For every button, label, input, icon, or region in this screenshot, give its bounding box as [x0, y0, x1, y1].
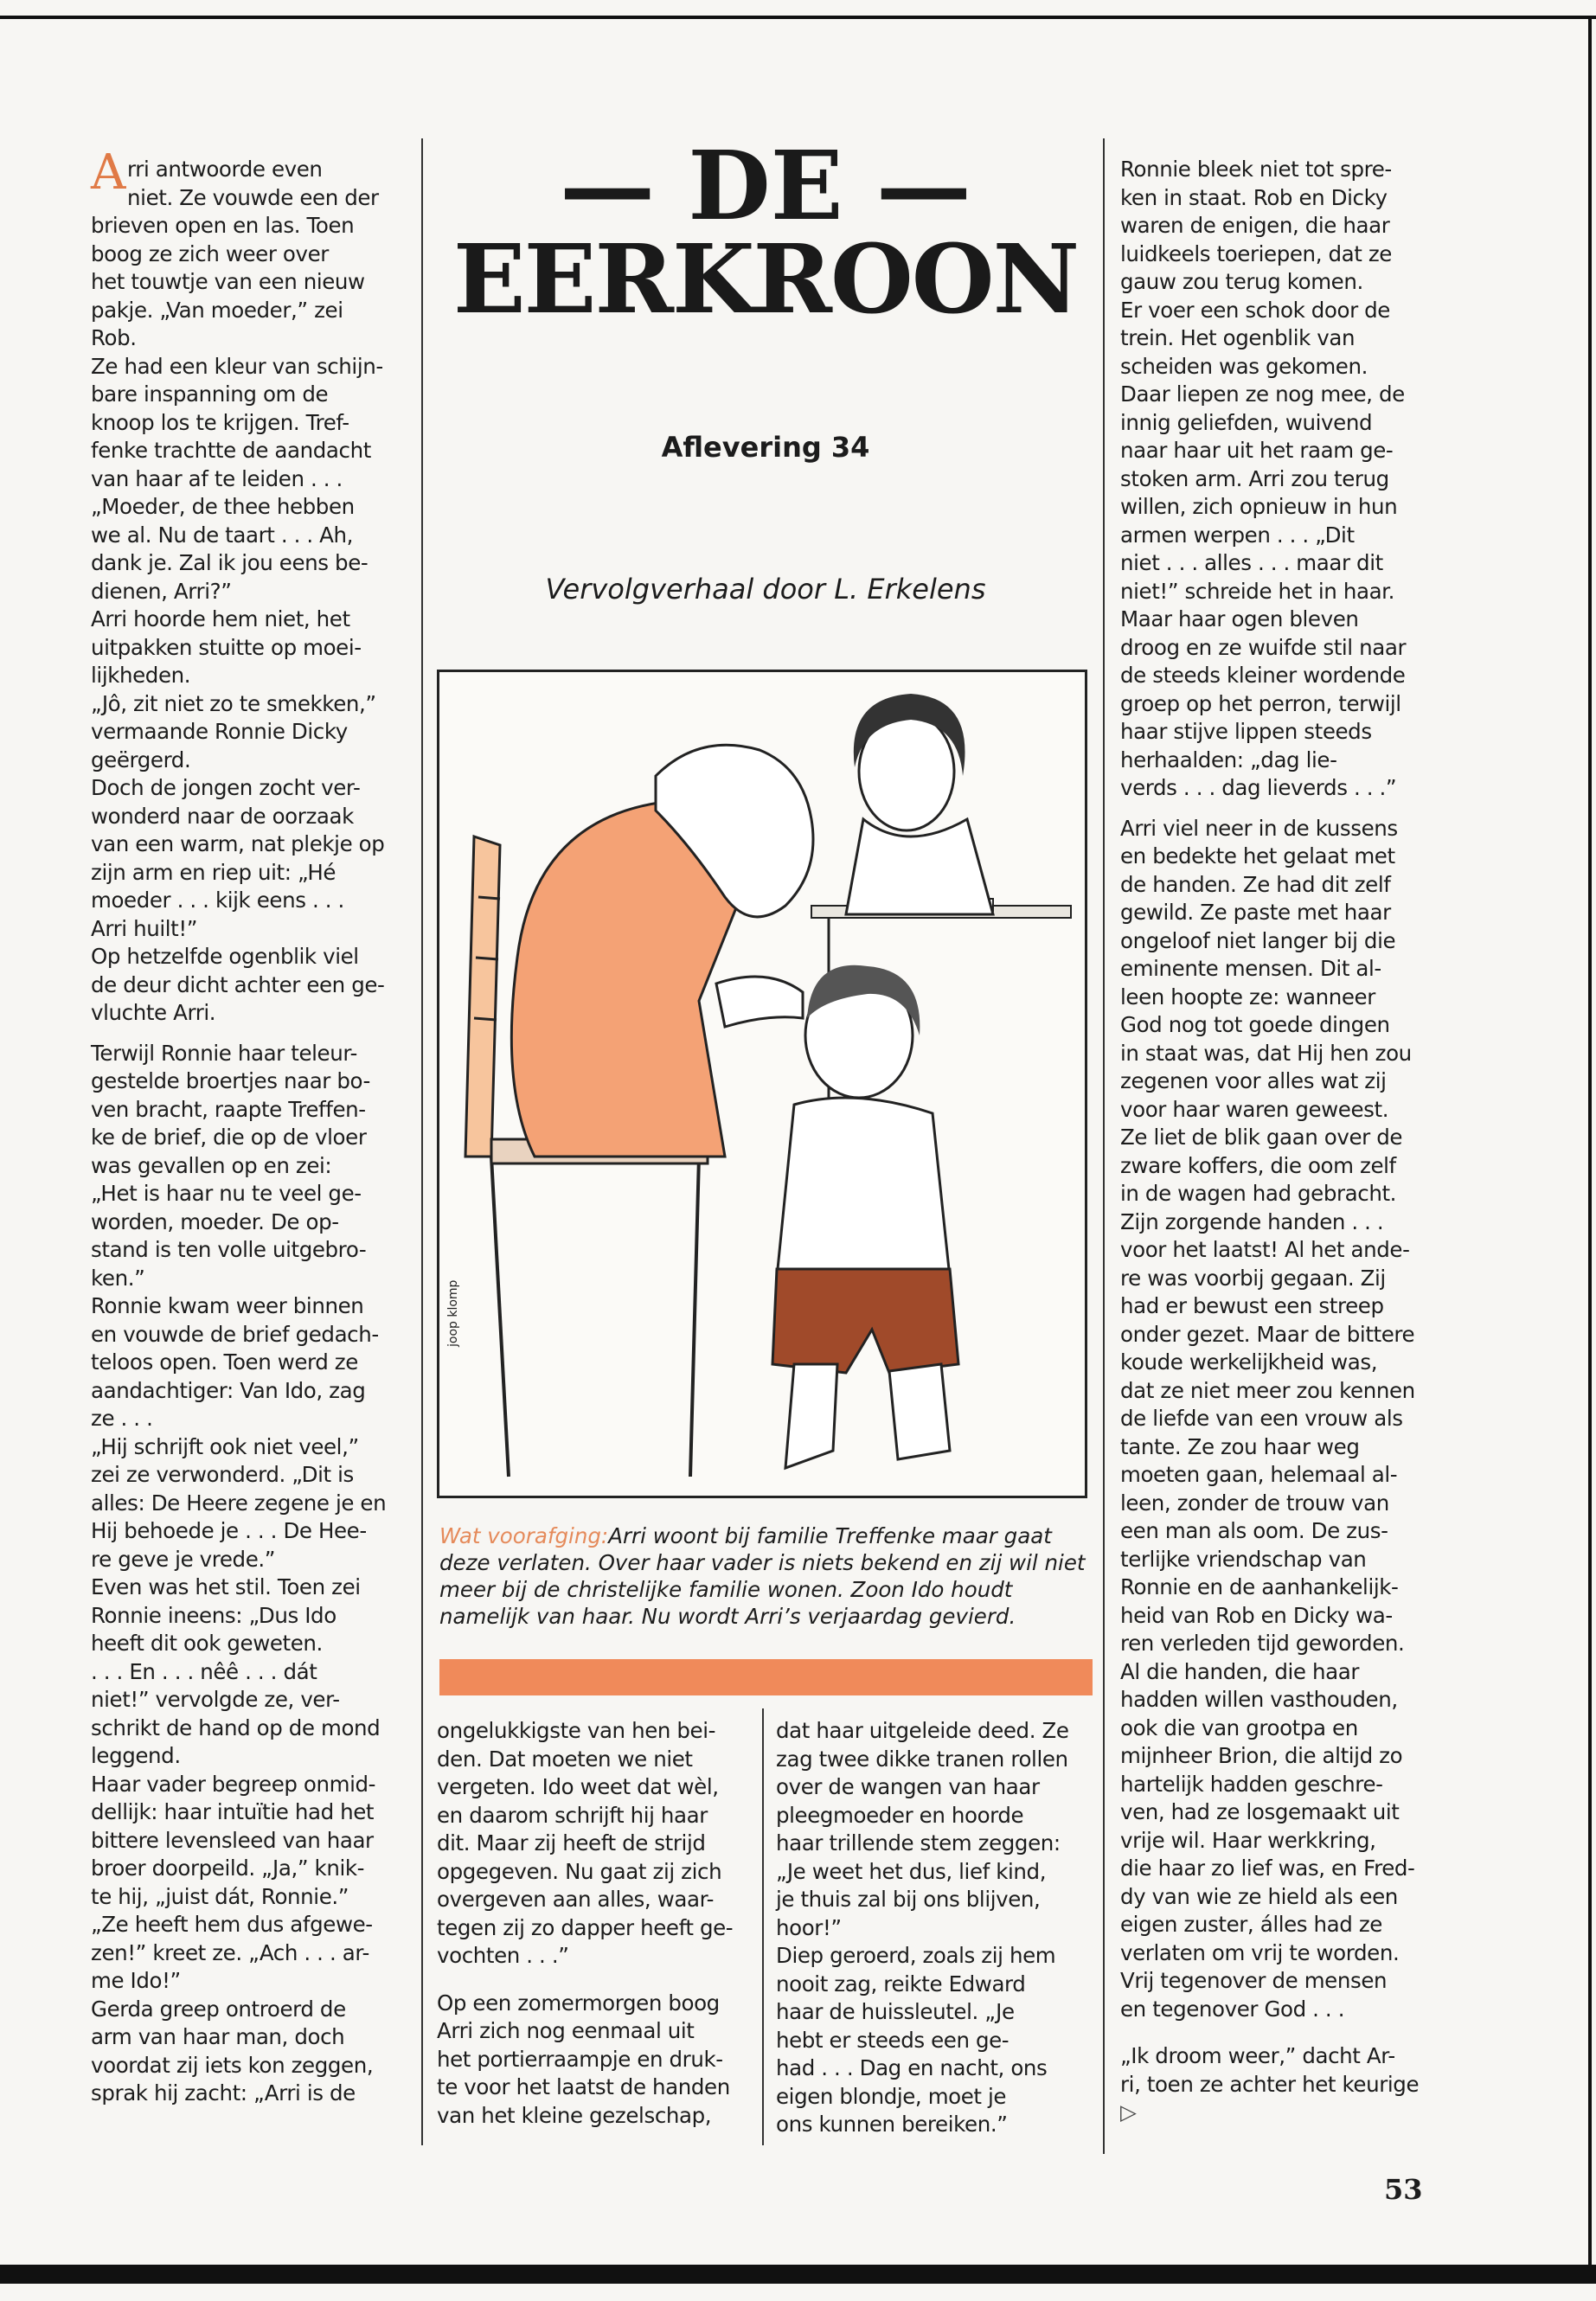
text-line: voor het laatst! Al het ande-	[1120, 1237, 1410, 1262]
summary-label: Wat voorafging:	[439, 1523, 609, 1548]
girl-body	[846, 819, 993, 914]
text-line: Arri zich nog eenmaal uit	[437, 2018, 695, 2043]
article-column-1	[91, 144, 409, 2120]
text-line: van haar af te leiden . . .	[91, 465, 343, 491]
paragraph	[91, 1040, 409, 2108]
paragraph	[437, 1717, 750, 1971]
text-line: overgeven aan alles, waar-	[437, 1887, 715, 1912]
text-line: ken in staat. Rob en Dicky	[1120, 184, 1388, 210]
text-line: gewild. Ze paste met haar	[1120, 900, 1391, 925]
text-line: en bedekte het gelaat met	[1120, 843, 1395, 868]
text-line: „Hij schrijft ook niet veel,”	[91, 1433, 359, 1459]
text-line: de deur dicht achter een ge-	[91, 971, 385, 997]
text-line: „Ik droom weer,” dacht Ar-	[1120, 2043, 1395, 2068]
text-line: gestelde broertjes naar bo-	[91, 1068, 371, 1093]
column-rule-right	[1103, 138, 1105, 2154]
text-line: dank je. Zal ik jou eens be-	[91, 550, 369, 575]
text-line: leggend.	[91, 1743, 181, 1768]
text-line: vochten . . .”	[437, 1943, 569, 1968]
text-line: Diep geroerd, zoals zij hem	[776, 1943, 1056, 1968]
text-line: groep op het perron, terwijl	[1120, 690, 1401, 716]
text-line: je thuis zal bij ons blijven,	[776, 1887, 1041, 1912]
text-line: en vouwde de brief gedach-	[91, 1321, 379, 1347]
text-line: niet!” vervolgde ze, ver-	[91, 1687, 340, 1712]
text-line: Even was het stil. Toen zei	[91, 1574, 361, 1599]
column-rule-middle	[762, 1708, 764, 2145]
text-line: lijkheden.	[91, 663, 191, 688]
text-line: zegenen voor alles wat zij	[1120, 1068, 1387, 1093]
text-line: dellijk: haar intuïtie had het	[91, 1799, 375, 1824]
text-line: Op hetzelfde ogenblik viel	[91, 944, 359, 969]
mother-hands	[716, 977, 803, 1027]
text-line: arm van haar man, doch	[91, 2024, 345, 2049]
text-line: alles: De Heere zegene je en	[91, 1490, 387, 1516]
text-line: droog en ze wuifde stil naar	[1120, 634, 1407, 660]
paragraph	[1120, 2042, 1449, 2127]
text-line: scheiden was gekomen.	[1120, 353, 1368, 379]
text-line: me Ido!”	[91, 1968, 181, 1993]
text-line: van een warm, nat plekje op	[91, 831, 385, 856]
text-line: „Jô, zit niet zo te smekken,”	[91, 690, 376, 716]
text-line: hadden willen vasthouden,	[1120, 1687, 1398, 1712]
chair-slat	[478, 897, 500, 899]
text-line: ken.”	[91, 1265, 145, 1291]
text-line: hoor!”	[776, 1914, 842, 1940]
text-line: we al. Nu de taart . . . Ah,	[91, 522, 354, 548]
text-line: de handen. Ze had dit zelf	[1120, 871, 1391, 897]
text-line: dat ze niet meer zou kennen	[1120, 1377, 1415, 1403]
text-line: dienen, Arri?”	[91, 578, 232, 604]
text-line: moeder . . . kijk eens . . .	[91, 888, 344, 913]
text-line: zag twee dikke tranen rollen	[776, 1746, 1068, 1772]
text-line: Ronnie ineens: „Dus Ido	[91, 1602, 337, 1628]
text-line: had . . . Dag en nacht, ons	[776, 2055, 1048, 2080]
episode-label: Aflevering 34	[661, 431, 870, 464]
article-column-4	[1120, 156, 1449, 2139]
text-line: niet . . . alles . . . maar dit	[1120, 550, 1383, 575]
article-title-line2: EERKROON	[452, 223, 1079, 335]
text-line: eminente mensen. Dit al-	[1120, 956, 1381, 981]
boy-leg	[889, 1364, 950, 1459]
text-line: pakje. „Van moeder,” zei	[91, 297, 343, 323]
text-line: ke de brief, die op de vloer	[91, 1125, 367, 1150]
text-line: ons kunnen bereiken.”	[776, 2112, 1008, 2137]
text-line: in de wagen had gebracht.	[1120, 1181, 1397, 1206]
text-line: verlaten om vrij te worden.	[1120, 1939, 1400, 1965]
text-line: wonderd naar de oorzaak	[91, 803, 354, 829]
page-border-top	[0, 16, 1596, 19]
text-line: pleegmoeder en hoorde	[776, 1802, 1024, 1828]
text-line: waren de enigen, die haar	[1120, 213, 1390, 238]
text-line: Ronnie en de aanhankelijk-	[1120, 1574, 1399, 1599]
text-line: Haar vader begreep onmid-	[91, 1771, 376, 1797]
text-line: „Ze heeft hem dus afgewe-	[91, 1912, 373, 1937]
text-line: had er bewust een streep	[1120, 1293, 1384, 1318]
text-line: ook die van grootpa en	[1120, 1715, 1358, 1740]
text-line: sprak hij zacht: „Arri is de	[91, 2080, 356, 2106]
text-line: willen, zich opnieuw in hun	[1120, 494, 1398, 519]
text-line: stand is ten volle uitgebro-	[91, 1237, 367, 1262]
text-line: tante. Ze zou haar weg	[1120, 1433, 1360, 1459]
text-line: te hij, „juist dát, Ronnie.”	[91, 1883, 349, 1909]
boy-shirt	[777, 1098, 950, 1278]
text-line: zijn arm en riep uit: „Hé	[91, 859, 337, 885]
text-line: ven bracht, raapte Treffen-	[91, 1096, 366, 1122]
text-line: hartelijk hadden geschre-	[1120, 1771, 1383, 1797]
text-line: Er voer een schok door de	[1120, 297, 1390, 323]
illustration-drawing	[439, 672, 1085, 1496]
text-line: ongelukkigste van hen bei-	[437, 1718, 716, 1743]
text-line: Op een zomermorgen boog	[437, 1990, 720, 2016]
chair-leg	[491, 1157, 509, 1477]
text-line: onder gezet. Maar de bittere	[1120, 1321, 1415, 1347]
text-line: Ronnie bleek niet tot spre-	[1120, 157, 1392, 182]
chair-leg	[690, 1157, 699, 1477]
text-line: „Het is haar nu te veel ge-	[91, 1181, 362, 1206]
text-line: een man als oom. De zus-	[1120, 1518, 1388, 1543]
text-line: bittere levensleed van haar	[91, 1827, 374, 1853]
summary-text: Arri woont bij familie Treffenke maar gaat deze verlaten. Over haar vader is niets bekend en zij wil niet meer bij de christelijke familie wonen. Zoon Ido houdt namelijk van haar. Nu wordt Arri’s verjaardag gevierd.	[439, 1523, 1086, 1629]
text-line: Doch de jongen zocht ver-	[91, 775, 361, 800]
text-line: en tegenover God . . .	[1120, 1996, 1345, 2022]
text-line: haar trillende stem zeggen:	[776, 1830, 1061, 1856]
text-line: innig geliefden, wuivend	[1120, 409, 1373, 435]
text-line: re geve je vrede.”	[91, 1546, 276, 1572]
text-line: rri antwoorde even	[127, 157, 323, 182]
text-line: broer doorpeild. „Ja,” knik-	[91, 1856, 365, 1881]
text-line: te voor het laatst de handen	[437, 2074, 730, 2099]
chair-slat	[474, 1018, 497, 1020]
story-illustration	[437, 670, 1087, 1498]
text-line: „Moeder, de thee hebben	[91, 494, 355, 519]
text-line: Arri hoorde hem niet, het	[91, 606, 350, 631]
text-line: fenke trachtte de aandacht	[91, 438, 371, 463]
text-line: herhaalden: „dag lie-	[1120, 747, 1337, 772]
text-line: het touwtje van een nieuw	[91, 269, 365, 294]
text-line: voordat zij iets kon zeggen,	[91, 2052, 374, 2078]
text-line: schrikt de hand op de mond	[91, 1715, 381, 1740]
text-line: boog ze zich weer over	[91, 240, 329, 266]
text-line: nooit zag, reikte Edward	[776, 1971, 1026, 1997]
text-line: die haar zo lief was, en Fred-	[1120, 1856, 1415, 1881]
text-line: vluchte Arri.	[91, 1000, 216, 1025]
text-line: niet. Ze vouwde een der	[127, 184, 379, 210]
text-line: vergeten. Ido weet dat wèl,	[437, 1774, 719, 1799]
byline: Vervolgverhaal door L. Erkelens	[545, 573, 986, 606]
text-line: ze . . .	[91, 1406, 153, 1431]
text-line: Ronnie kwam weer binnen	[91, 1293, 364, 1318]
paragraph	[1120, 156, 1449, 803]
orange-divider-bar	[439, 1659, 1093, 1695]
article-title-line1: — DE —	[560, 130, 971, 241]
drop-cap: A	[91, 144, 126, 201]
text-line: voor haar waren geweest.	[1120, 1096, 1389, 1122]
text-line: aandachtiger: Van Ido, zag	[91, 1377, 366, 1403]
text-line: hebt er steeds een ge-	[776, 2027, 1010, 2053]
text-line: bare inspanning om de	[91, 381, 329, 407]
text-line: luidkeels toeriepen, dat ze	[1120, 240, 1392, 266]
text-line: was gevallen op en zei:	[91, 1152, 332, 1178]
continue-arrow-icon: ▷	[1120, 2099, 1137, 2125]
text-line: dat haar uitgeleide deed. Ze	[776, 1718, 1069, 1743]
text-line: haar stijve lippen steeds	[1120, 719, 1372, 744]
text-line: ven, had ze losgemaakt uit	[1120, 1799, 1400, 1824]
text-line: ongeloof niet langer bij die	[1120, 927, 1396, 953]
chair-back	[465, 836, 500, 1157]
text-line: brieven open en las. Toen	[91, 213, 355, 238]
boy-leg	[785, 1364, 837, 1468]
text-line: heeft dit ook geweten.	[91, 1631, 323, 1656]
text-line: de liefde van een vrouw als	[1120, 1406, 1403, 1431]
text-line: over de wangen van haar	[776, 1774, 1040, 1799]
text-line: stoken arm. Arri zou terug	[1120, 465, 1389, 491]
text-line: eigen blondje, moet je	[776, 2083, 1007, 2109]
text-line: trein. Het ogenblik van	[1120, 325, 1356, 350]
text-line: Vrij tegenover de mensen	[1120, 1968, 1388, 1993]
text-line: Zijn zorgende handen . . .	[1120, 1208, 1384, 1234]
text-line: verds . . . dag lieverds . . .”	[1120, 775, 1397, 800]
text-line: knoop los te krijgen. Tref-	[91, 409, 349, 435]
text-line: Arri huilt!”	[91, 915, 198, 941]
text-line: worden, moeder. De op-	[91, 1208, 339, 1234]
text-line: Ze liet de blik gaan over de	[1120, 1125, 1403, 1150]
text-line: het portierraampje en druk-	[437, 2046, 723, 2072]
text-line: uitpakken stuitte op moei-	[91, 634, 362, 660]
text-line: Terwijl Ronnie haar teleur-	[91, 1040, 357, 1066]
text-line: ren verleden tijd geworden.	[1120, 1631, 1405, 1656]
text-line: Ze had een kleur van schijn-	[91, 353, 383, 379]
text-line: Maar haar ogen bleven	[1120, 606, 1359, 631]
page-border-right	[1588, 16, 1592, 2265]
text-line: opgegeven. Nu gaat zij zich	[437, 1858, 722, 1884]
text-line: vermaande Ronnie Dicky	[91, 719, 348, 744]
text-line: naar haar uit het raam ge-	[1120, 438, 1394, 463]
text-line: van het kleine gezelschap,	[437, 2102, 712, 2128]
paragraph	[91, 144, 409, 1028]
text-line: leen, zonder de trouw van	[1120, 1490, 1389, 1516]
text-line: Arri viel neer in de kussens	[1120, 815, 1398, 841]
paragraph	[1120, 815, 1449, 2024]
text-line: de steeds kleiner wordende	[1120, 663, 1406, 688]
text-line: moeten gaan, helemaal al-	[1120, 1462, 1398, 1487]
text-line: eigen zuster, álles had ze	[1120, 1912, 1382, 1937]
text-line: Rob.	[91, 325, 137, 350]
column-rule-left	[421, 138, 423, 2145]
article-column-2	[437, 1717, 750, 2142]
text-line: zei ze verwonderd. „Dit is	[91, 1462, 354, 1487]
text-line: in staat was, dat Hij hen zou	[1120, 1040, 1412, 1066]
text-line: Daar liepen ze nog mee, de	[1120, 381, 1405, 407]
text-line: dit. Maar zij heeft de strijd	[437, 1830, 706, 1856]
text-line: tegen zij zo dapper heeft ge-	[437, 1914, 734, 1940]
paragraph	[437, 1990, 750, 2131]
text-line: vrije wil. Haar werkkring,	[1120, 1827, 1376, 1853]
boy-shorts	[772, 1269, 958, 1373]
text-line: Gerda greep ontroerd de	[91, 1996, 346, 2022]
text-line: geërgerd.	[91, 747, 191, 772]
text-line: zen!” kreet ze. „Ach . . . ar-	[91, 1939, 369, 1965]
chair-slat	[476, 958, 498, 959]
text-line: gauw zou terug komen.	[1120, 269, 1363, 294]
text-line: teloos open. Toen werd ze	[91, 1349, 358, 1375]
text-line: terlijke vriendschap van	[1120, 1546, 1367, 1572]
article-column-3	[776, 1717, 1083, 2151]
page-number: 53	[1384, 2173, 1423, 2206]
text-line: leen hoopte ze: wanneer	[1120, 984, 1375, 1009]
text-line: haar de huissleutel. „Je	[776, 1999, 1015, 2024]
text-line: armen werpen . . . „Dit	[1120, 522, 1355, 548]
page-border-bottom	[0, 2265, 1596, 2284]
text-line: koude werkelijkheid was,	[1120, 1349, 1378, 1375]
text-line: den. Dat moeten we niet	[437, 1746, 693, 1772]
text-line: . . . En . . . nêê . . . dát	[91, 1658, 317, 1684]
summary-box	[439, 1522, 1088, 1630]
artist-signature: joop klomp	[446, 1279, 460, 1347]
text-line: heid van Rob en Dicky wa-	[1120, 1602, 1393, 1628]
text-line: Hij behoede je . . . De Hee-	[91, 1518, 367, 1543]
text-line: en daarom schrijft hij haar	[437, 1802, 708, 1828]
paragraph	[776, 1717, 1083, 2139]
text-line: „Je weet het dus, lief kind,	[776, 1858, 1047, 1884]
text-line: Al die handen, die haar	[1120, 1658, 1360, 1684]
text-line: niet!” schreide het in haar.	[1120, 578, 1394, 604]
text-line: zware koffers, die oom zelf	[1120, 1152, 1396, 1178]
text-line: dy van wie ze hield als een	[1120, 1883, 1398, 1909]
text-line: re was voorbij gegaan. Zij	[1120, 1265, 1386, 1291]
text-line: God nog tot goede dingen	[1120, 1012, 1390, 1037]
text-line: ri, toen ze achter het keurige	[1120, 2071, 1420, 2097]
text-line: mijnheer Brion, die altijd zo	[1120, 1743, 1403, 1768]
